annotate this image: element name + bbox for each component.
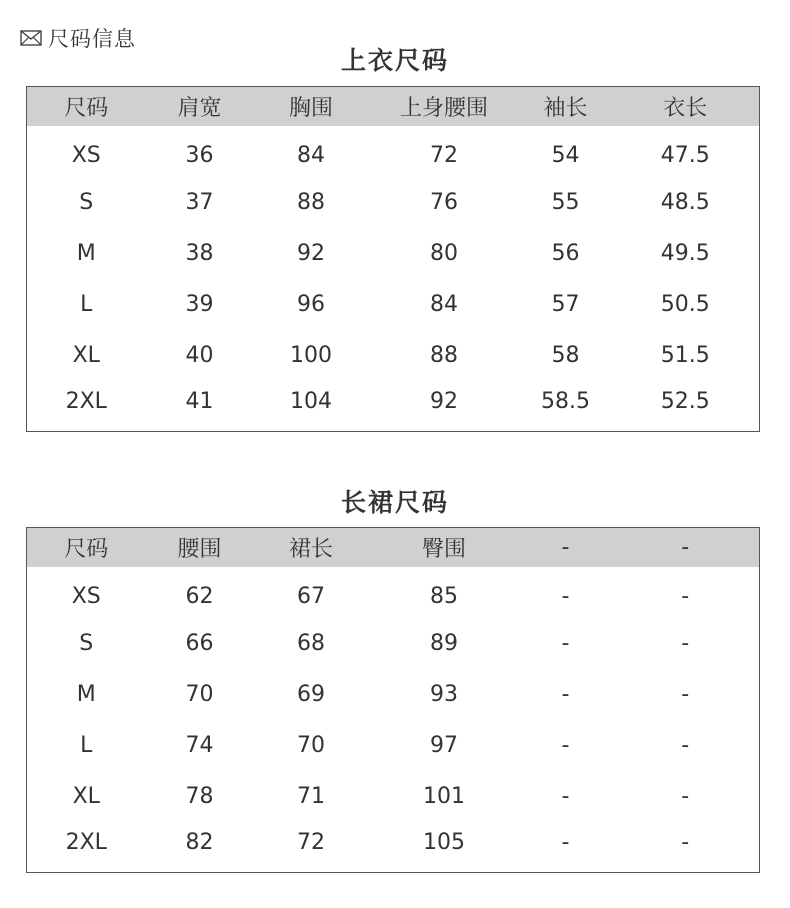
table-cell: - <box>561 630 570 656</box>
table-cell: 88 <box>430 342 458 368</box>
table-row <box>27 771 760 822</box>
table-cell: 101 <box>423 783 465 809</box>
table-cell: S <box>79 189 94 215</box>
table-cell: 80 <box>430 240 458 266</box>
skirt-size-table <box>26 527 760 873</box>
table-row <box>27 330 760 381</box>
table-cell: 56 <box>551 240 580 266</box>
table-cell: 89 <box>430 630 458 656</box>
table-cell: 92 <box>430 389 458 415</box>
column-header: 肩宽 <box>177 95 222 121</box>
table-cell: XL <box>72 342 100 368</box>
column-header: 尺码 <box>64 536 109 562</box>
table-cell: 67 <box>297 583 325 609</box>
table-cell: 97 <box>430 732 458 758</box>
column-header: 腰围 <box>177 536 222 562</box>
table-cell: 88 <box>297 189 325 215</box>
table-cell: 57 <box>551 291 580 317</box>
table-cell: 41 <box>185 389 214 415</box>
table-cell: 38 <box>185 240 214 266</box>
size-info-label: 尺码信息 <box>48 27 136 51</box>
table-cell: 54 <box>551 142 580 168</box>
table-cell: - <box>681 583 690 609</box>
table-cell: 96 <box>297 291 325 317</box>
table-cell: 85 <box>430 583 458 609</box>
table-cell: 39 <box>185 291 214 317</box>
table-row <box>27 720 760 771</box>
table-cell: S <box>79 630 94 656</box>
skirt-size-title: 长裙尺码 <box>340 488 449 517</box>
table-cell: 52.5 <box>660 389 710 415</box>
table-header-row <box>27 87 760 126</box>
table-cell: 2XL <box>65 830 107 856</box>
table-cell: - <box>681 681 690 707</box>
column-header: 胸围 <box>288 95 333 121</box>
table-cell: - <box>561 732 570 758</box>
table-cell: - <box>681 830 690 856</box>
column-header: - <box>681 534 690 560</box>
table-row <box>27 822 760 873</box>
table-row <box>27 567 760 618</box>
table-cell: XS <box>71 142 101 168</box>
table-row <box>27 126 760 177</box>
table-row <box>27 381 760 432</box>
table-cell: 68 <box>297 630 325 656</box>
table-row <box>27 279 760 330</box>
table-cell: 37 <box>185 189 214 215</box>
table-header-row <box>27 528 760 567</box>
table-cell: - <box>681 783 690 809</box>
table-cell: M <box>76 681 96 707</box>
table-cell: 55 <box>551 189 580 215</box>
table-cell: 93 <box>430 681 458 707</box>
table-row <box>27 228 760 279</box>
table-cell: 72 <box>297 830 325 856</box>
table-cell: 2XL <box>65 389 107 415</box>
top-size-table <box>26 86 760 432</box>
table-cell: - <box>561 681 570 707</box>
table-row <box>27 177 760 228</box>
table-cell: 69 <box>297 681 325 707</box>
table-cell: 66 <box>185 630 214 656</box>
table-cell: 100 <box>290 342 332 368</box>
table-cell: 84 <box>297 142 325 168</box>
table-cell: 71 <box>297 783 325 809</box>
table-cell: 49.5 <box>660 240 710 266</box>
table-cell: - <box>681 630 690 656</box>
column-header: 上身腰围 <box>399 95 488 121</box>
table-cell: 74 <box>185 732 214 758</box>
table-cell: - <box>561 783 570 809</box>
column-header: 衣长 <box>663 95 708 121</box>
table-cell: 48.5 <box>660 189 710 215</box>
table-cell: - <box>561 830 570 856</box>
table-cell: 84 <box>430 291 458 317</box>
table-cell: 51.5 <box>660 342 710 368</box>
table-cell: 70 <box>185 681 214 707</box>
column-header: 袖长 <box>543 95 588 121</box>
table-cell: - <box>681 732 690 758</box>
table-cell: 72 <box>430 142 458 168</box>
column-header: 臀围 <box>421 536 466 562</box>
table-cell: 58.5 <box>541 389 590 415</box>
table-cell: 47.5 <box>660 142 710 168</box>
table-cell: 62 <box>185 583 214 609</box>
column-header: - <box>561 534 570 560</box>
table-cell: XS <box>71 583 101 609</box>
table-cell: L <box>80 291 93 317</box>
table-cell: 92 <box>297 240 325 266</box>
table-cell: 82 <box>185 830 214 856</box>
table-cell: 50.5 <box>660 291 710 317</box>
table-cell: 40 <box>185 342 214 368</box>
table-cell: L <box>80 732 93 758</box>
table-cell: 104 <box>290 389 332 415</box>
table-cell: 36 <box>185 142 214 168</box>
table-cell: - <box>561 583 570 609</box>
column-header: 尺码 <box>64 95 109 121</box>
table-cell: 70 <box>297 732 325 758</box>
table-row <box>27 669 760 720</box>
table-cell: 78 <box>185 783 214 809</box>
table-row <box>27 618 760 669</box>
table-cell: 105 <box>423 830 465 856</box>
table-cell: M <box>76 240 96 266</box>
table-cell: 76 <box>430 189 458 215</box>
column-header: 裙长 <box>288 536 333 562</box>
table-cell: XL <box>72 783 100 809</box>
top-size-title: 上衣尺码 <box>340 46 449 75</box>
table-cell: 58 <box>551 342 580 368</box>
